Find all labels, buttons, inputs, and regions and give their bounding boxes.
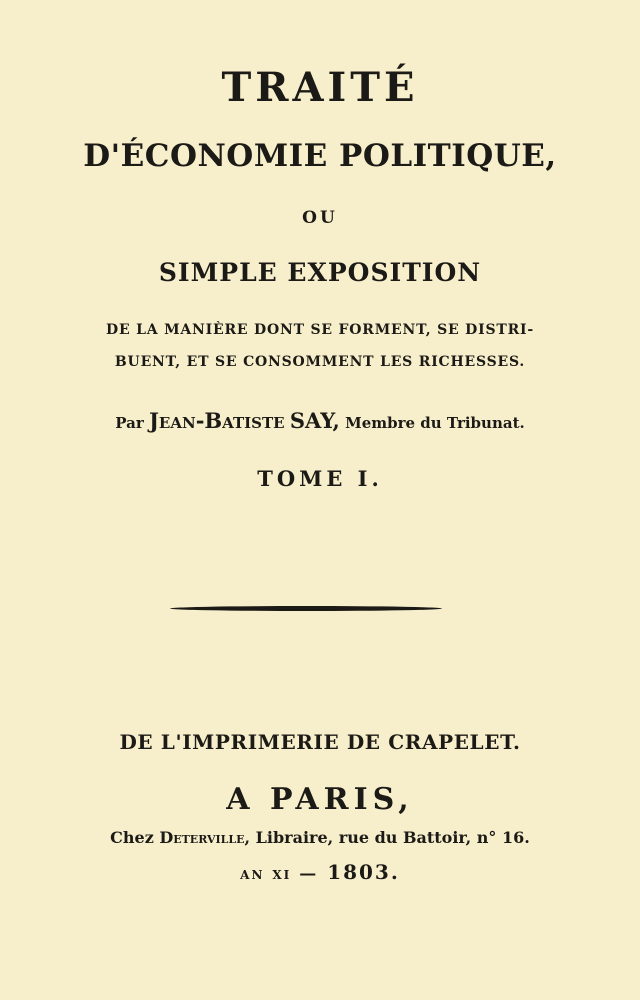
alternate-title: SIMPLE EXPOSITION [158,258,482,287]
volume-label: TOME I. [257,466,383,491]
description-line-2: BUENT, ET SE CONSOMMENT LES RICHESSES. [114,354,526,370]
author-name: Jean-Batiste [149,408,285,433]
author-prefix: Par [115,414,144,432]
author-surname: SAY, [289,408,340,433]
printer-line: DE L'IMPRIMERIE DE CRAPELET. [119,730,521,754]
publisher-address: , Libraire, rue du Battoir, n° 16. [244,828,530,847]
book-title: TRAITÉ [221,64,419,111]
city-line: A PARIS, [226,782,414,817]
publisher-prefix: Chez [110,828,154,847]
ornamental-rule [170,606,442,611]
publisher-name: Deterville [159,828,245,847]
author-line [0,408,640,433]
date-line [0,860,640,884]
author-role: Membre du Tribunat. [345,414,525,432]
year-prefix: an xi — [240,864,319,884]
publisher-line [0,828,640,847]
conjunction: OU [302,208,338,228]
year: 1803. [327,860,400,884]
description-line-1: DE LA MANIÈRE DONT SE FORMENT, SE DISTRI- [106,322,534,338]
book-subtitle: D'ÉCONOMIE POLITIQUE, [83,138,557,174]
